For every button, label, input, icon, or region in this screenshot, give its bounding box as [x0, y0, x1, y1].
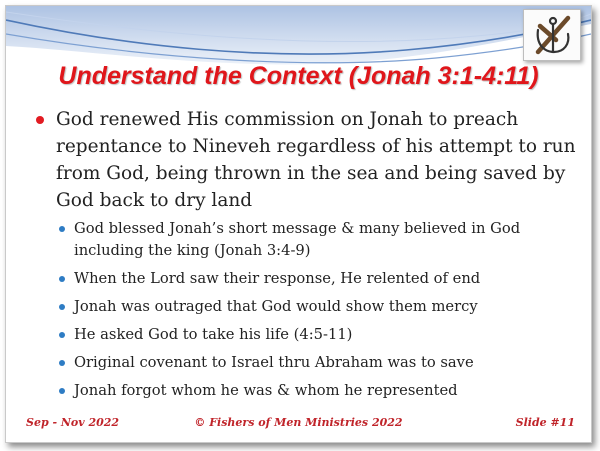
blue-bullet-dot — [59, 304, 65, 310]
sub-bullet-text: Jonah forgot whom he was & whom he represented — [74, 382, 458, 399]
sub-bullet — [58, 380, 579, 402]
footer-date: Sep - Nov 2022 — [26, 416, 120, 429]
footer-copyright: © Fishers of Men Ministries 2022 — [194, 416, 403, 429]
blue-bullet-dot — [59, 360, 65, 366]
sub-bullet — [58, 268, 579, 290]
sub-bullet-text: God blessed Jonah’s short message & many believed in God including the king (Jonah 3:4-9) — [74, 220, 521, 259]
main-bullet-text: God renewed His commission on Jonah to preach repentance to Nineveh regardless of his attempt to run from God, being thrown in the sea and being saved by God back to dry land — [56, 109, 576, 211]
sub-bullet-text: Original covenant to Israel thru Abraham was to save — [74, 354, 474, 371]
sub-bullet-text: When the Lord saw their response, He relented of end — [74, 270, 481, 287]
sub-bullet — [58, 296, 579, 318]
slide-content — [34, 106, 579, 408]
sub-bullet — [58, 352, 579, 374]
sub-bullet-list — [34, 218, 579, 402]
main-bullet — [34, 106, 579, 214]
footer-slide-number: Slide #11 — [515, 416, 575, 429]
blue-bullet-dot — [59, 276, 65, 282]
sub-bullet-text: He asked God to take his life (4:5-11) — [74, 326, 353, 343]
sub-bullet — [58, 324, 579, 346]
red-bullet-dot — [36, 116, 44, 124]
blue-bullet-dot — [59, 226, 65, 232]
slide — [5, 5, 592, 443]
sub-bullet — [58, 218, 579, 262]
cross-anchor-icon — [523, 9, 581, 61]
blue-bullet-dot — [59, 332, 65, 338]
slide-title: Understand the Context (Jonah 3:1-4:11) — [58, 62, 539, 90]
blue-bullet-dot — [59, 388, 65, 394]
slide-footer — [6, 416, 591, 434]
sub-bullet-text: Jonah was outraged that God would show them mercy — [74, 298, 478, 315]
